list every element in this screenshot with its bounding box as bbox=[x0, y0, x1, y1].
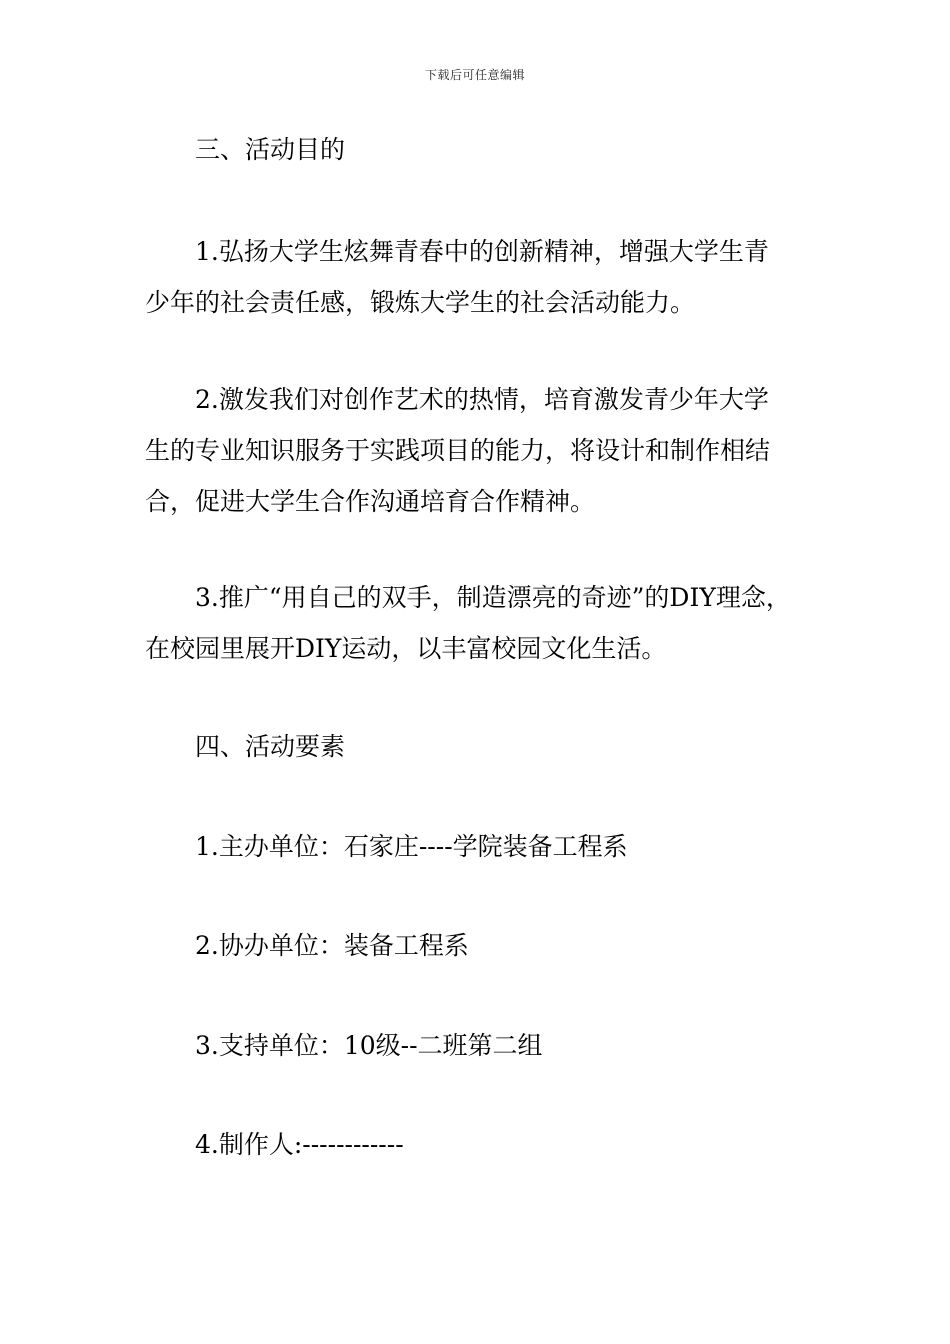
section-heading-elements: 四、活动要素 bbox=[195, 732, 346, 761]
page-header: 下载后可任意编辑 bbox=[424, 68, 525, 82]
paragraph-line: 1.弘扬大学生炫舞青春中的创新精神，增强大学生青 bbox=[195, 237, 769, 266]
element-item-supporter: 3.支持单位：10级--二班第二组 bbox=[195, 1031, 543, 1060]
section-heading-purpose: 三、活动目的 bbox=[195, 135, 346, 164]
element-item-co-organizer: 2.协办单位：装备工程系 bbox=[195, 931, 469, 960]
paragraph-line: 生的专业知识服务于实践项目的能力，将设计和制作相结 bbox=[145, 436, 771, 465]
paragraph-line: 3.推广“用自己的双手，制造漂亮的奇迹”的DIY理念， bbox=[195, 583, 791, 612]
paragraph-line: 在校园里展开DIY运动，以丰富校园文化生活。 bbox=[145, 634, 667, 663]
purpose-paragraph-1 bbox=[145, 226, 807, 328]
element-item-organizer: 1.主办单位：石家庄----学院装备工程系 bbox=[195, 832, 628, 861]
purpose-paragraph-2 bbox=[145, 374, 807, 527]
paragraph-line: 合，促进大学生合作沟通培育合作精神。 bbox=[145, 487, 596, 516]
element-item-producer: 4.制作人:------------ bbox=[195, 1130, 404, 1159]
paragraph-line: 2.激发我们对创作艺术的热情，培育激发青少年大学 bbox=[195, 385, 769, 414]
purpose-paragraph-3 bbox=[145, 572, 807, 674]
paragraph-line: 少年的社会责任感，锻炼大学生的社会活动能力。 bbox=[145, 288, 696, 317]
